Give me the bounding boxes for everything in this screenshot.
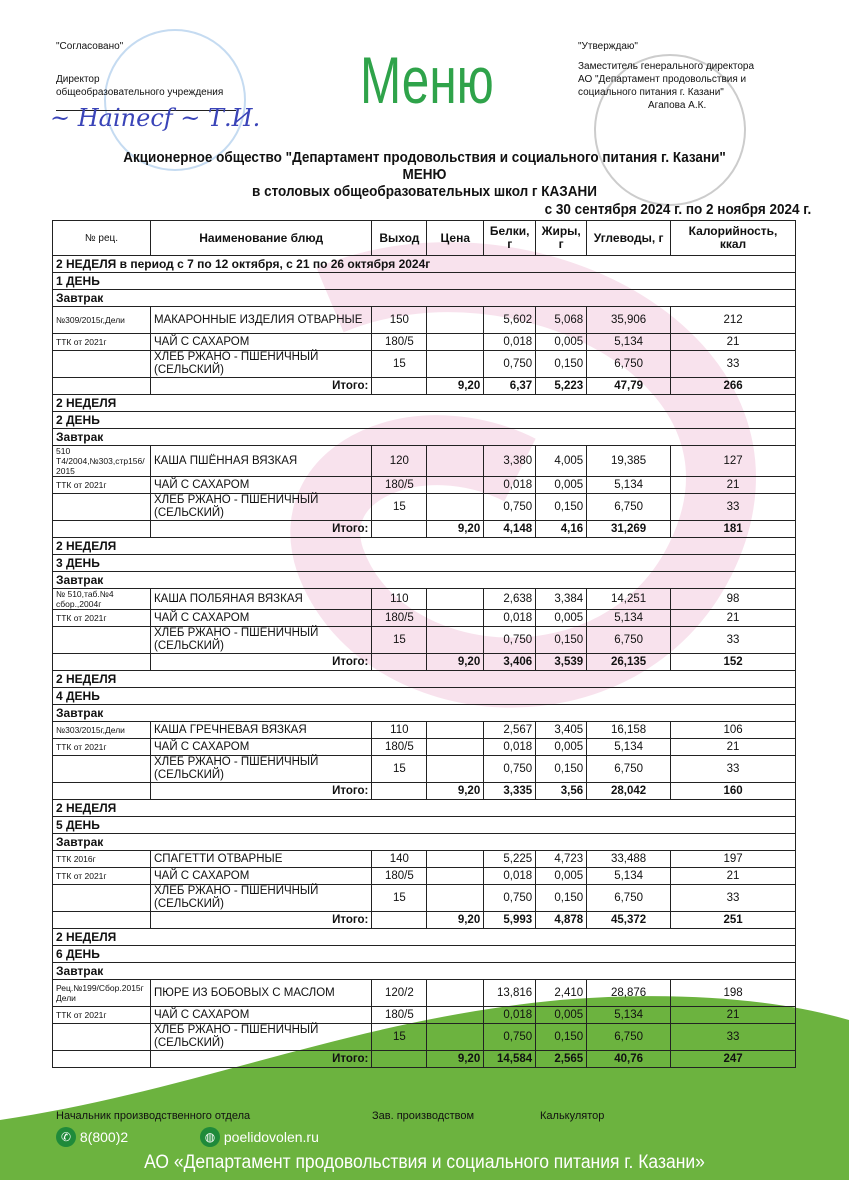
table-row bbox=[53, 334, 796, 351]
empty-cell bbox=[53, 654, 151, 671]
carbs: 5,134 bbox=[587, 739, 671, 756]
calories: 21 bbox=[671, 868, 796, 885]
carbs: 6,750 bbox=[587, 351, 671, 378]
protein: 0,750 bbox=[484, 885, 536, 912]
total-fat: 2,565 bbox=[536, 1051, 587, 1068]
approval-line: социального питания г. Казани" bbox=[578, 87, 724, 98]
output: 15 bbox=[372, 351, 427, 378]
table-row bbox=[53, 307, 796, 334]
col-rec: № рец. bbox=[53, 221, 151, 256]
dish-name: ХЛЕБ РЖАНО - ПШЕНИЧНЫЙ (СЕЛЬСКИЙ) bbox=[150, 351, 371, 378]
output: 180/5 bbox=[372, 477, 427, 494]
empty-cell bbox=[372, 654, 427, 671]
col-fat: Жиры, г bbox=[536, 221, 587, 256]
recipe-no: Рец.№199/Сбор.2015г Дели bbox=[53, 980, 151, 1007]
approval-line: АО "Департамент продовольствия и bbox=[578, 74, 747, 85]
output: 140 bbox=[372, 851, 427, 868]
meal-label: Завтрак bbox=[53, 290, 796, 307]
recipe-no: ТТК от 2021г bbox=[53, 477, 151, 494]
table-row bbox=[53, 980, 796, 1007]
protein: 2,567 bbox=[484, 722, 536, 739]
day-label: 5 ДЕНЬ bbox=[53, 817, 796, 834]
col-output: Выход bbox=[372, 221, 427, 256]
meal-label: Завтрак bbox=[53, 429, 796, 446]
price bbox=[427, 1007, 484, 1024]
fat: 0,005 bbox=[536, 334, 587, 351]
table-row bbox=[53, 885, 796, 912]
protein: 0,750 bbox=[484, 494, 536, 521]
total-protein: 4,148 bbox=[484, 521, 536, 538]
total-label: Итого: bbox=[150, 654, 371, 671]
price bbox=[427, 885, 484, 912]
calories: 33 bbox=[671, 494, 796, 521]
approval-line: Заместитель генерального директора bbox=[578, 61, 755, 72]
price bbox=[427, 627, 484, 654]
calories: 33 bbox=[671, 627, 796, 654]
section-day bbox=[53, 412, 796, 429]
table-row bbox=[53, 722, 796, 739]
dish-name: ЧАЙ С САХАРОМ bbox=[150, 868, 371, 885]
subtitle: в столовых общеобразовательных школ г КАЗАНИ bbox=[252, 183, 597, 200]
fat: 5,068 bbox=[536, 307, 587, 334]
output: 180/5 bbox=[372, 739, 427, 756]
website-link[interactable]: poelidovolen.ru bbox=[223, 1129, 319, 1145]
calories: 98 bbox=[671, 589, 796, 610]
fat: 0,150 bbox=[536, 627, 587, 654]
protein: 0,018 bbox=[484, 477, 536, 494]
calories: 21 bbox=[671, 1007, 796, 1024]
section-day bbox=[53, 688, 796, 705]
fat: 0,150 bbox=[536, 756, 587, 783]
carbs: 6,750 bbox=[587, 494, 671, 521]
protein: 0,750 bbox=[484, 1024, 536, 1051]
table-row bbox=[53, 610, 796, 627]
approval-right bbox=[578, 40, 754, 112]
fat: 2,410 bbox=[536, 980, 587, 1007]
table-row bbox=[53, 494, 796, 521]
table-row bbox=[53, 1024, 796, 1051]
output: 120 bbox=[372, 446, 427, 477]
calories: 197 bbox=[671, 851, 796, 868]
fat: 0,005 bbox=[536, 739, 587, 756]
dish-name: ЧАЙ С САХАРОМ bbox=[150, 334, 371, 351]
week-label: 2 НЕДЕЛЯ bbox=[53, 929, 796, 946]
price bbox=[427, 446, 484, 477]
approver-name: Агапова А.К. bbox=[648, 100, 707, 111]
total-row bbox=[53, 912, 796, 929]
fat: 0,150 bbox=[536, 494, 587, 521]
dish-name: ХЛЕБ РЖАНО - ПШЕНИЧНЫЙ (СЕЛЬСКИЙ) bbox=[150, 885, 371, 912]
table-row bbox=[53, 477, 796, 494]
total-fat: 5,223 bbox=[536, 378, 587, 395]
total-carbs: 47,79 bbox=[587, 378, 671, 395]
price bbox=[427, 351, 484, 378]
price bbox=[427, 589, 484, 610]
week-label: 2 НЕДЕЛЯ в период с 7 по 12 октября, с 21 по 26 октября 2024г bbox=[53, 256, 796, 273]
recipe-no: ТТК 2016г bbox=[53, 851, 151, 868]
table-row bbox=[53, 589, 796, 610]
protein: 0,018 bbox=[484, 1007, 536, 1024]
price bbox=[427, 494, 484, 521]
week-label: 2 НЕДЕЛЯ bbox=[53, 538, 796, 555]
dish-name: ЧАЙ С САХАРОМ bbox=[150, 477, 371, 494]
calories: 21 bbox=[671, 739, 796, 756]
handwritten-signature: ~ Hainecf ~ Т.И. bbox=[50, 104, 261, 132]
day-label: 6 ДЕНЬ bbox=[53, 946, 796, 963]
total-row bbox=[53, 783, 796, 800]
total-calories: 152 bbox=[671, 654, 796, 671]
price bbox=[427, 980, 484, 1007]
org-title: Акционерное общество "Департамент продовольствия и социального питания г. Казани" bbox=[123, 149, 726, 166]
price bbox=[427, 756, 484, 783]
protein: 13,816 bbox=[484, 980, 536, 1007]
calories: 21 bbox=[671, 477, 796, 494]
total-fat: 4,16 bbox=[536, 521, 587, 538]
protein: 0,750 bbox=[484, 756, 536, 783]
total-row bbox=[53, 654, 796, 671]
table-row bbox=[53, 739, 796, 756]
output: 15 bbox=[372, 627, 427, 654]
calories: 127 bbox=[671, 446, 796, 477]
carbs: 6,750 bbox=[587, 756, 671, 783]
dish-name: ЧАЙ С САХАРОМ bbox=[150, 739, 371, 756]
site-contact bbox=[200, 1127, 319, 1147]
section-meal bbox=[53, 290, 796, 307]
approval-label: "Согласовано" bbox=[56, 41, 124, 52]
protein: 0,018 bbox=[484, 739, 536, 756]
output: 110 bbox=[372, 722, 427, 739]
section-meal bbox=[53, 429, 796, 446]
total-row bbox=[53, 1051, 796, 1068]
table-row bbox=[53, 868, 796, 885]
table-row bbox=[53, 627, 796, 654]
week-label: 2 НЕДЕЛЯ bbox=[53, 671, 796, 688]
section-week bbox=[53, 538, 796, 555]
total-fat: 3,56 bbox=[536, 783, 587, 800]
total-calories: 247 bbox=[671, 1051, 796, 1068]
recipe-no: ТТК от 2021г bbox=[53, 334, 151, 351]
empty-cell bbox=[372, 1051, 427, 1068]
price bbox=[427, 739, 484, 756]
empty-cell bbox=[372, 378, 427, 395]
total-carbs: 28,042 bbox=[587, 783, 671, 800]
col-protein: Белки, г bbox=[484, 221, 536, 256]
fat: 4,723 bbox=[536, 851, 587, 868]
period: с 30 сентября 2024 г. по 2 ноября 2024 г. bbox=[544, 201, 811, 218]
price bbox=[427, 1024, 484, 1051]
globe-icon: ◍ bbox=[200, 1127, 220, 1147]
dish-name: КАША ПОЛБЯНАЯ ВЯЗКАЯ bbox=[150, 589, 371, 610]
section-week bbox=[53, 671, 796, 688]
total-carbs: 31,269 bbox=[587, 521, 671, 538]
output: 15 bbox=[372, 1024, 427, 1051]
section-meal bbox=[53, 705, 796, 722]
calories: 33 bbox=[671, 885, 796, 912]
total-label: Итого: bbox=[150, 1051, 371, 1068]
dish-name: ХЛЕБ РЖАНО - ПШЕНИЧНЫЙ (СЕЛЬСКИЙ) bbox=[150, 627, 371, 654]
day-label: 1 ДЕНЬ bbox=[53, 273, 796, 290]
output: 110 bbox=[372, 589, 427, 610]
footer-org: АО «Департамент продовольствия и социального питания г. Казани» bbox=[144, 1152, 705, 1173]
day-label: 3 ДЕНЬ bbox=[53, 555, 796, 572]
total-carbs: 40,76 bbox=[587, 1051, 671, 1068]
col-price: Цена bbox=[427, 221, 484, 256]
phone-icon: ✆ bbox=[56, 1127, 76, 1147]
recipe-no: ТТК от 2021г bbox=[53, 868, 151, 885]
total-label: Итого: bbox=[150, 912, 371, 929]
approval-label: "Утверждаю" bbox=[578, 41, 638, 52]
output: 180/5 bbox=[372, 610, 427, 627]
recipe-no: ТТК от 2021г bbox=[53, 610, 151, 627]
protein: 0,018 bbox=[484, 868, 536, 885]
output: 150 bbox=[372, 307, 427, 334]
recipe-no bbox=[53, 351, 151, 378]
week-label: 2 НЕДЕЛЯ bbox=[53, 395, 796, 412]
recipe-no: №309/2015г,Дели bbox=[53, 307, 151, 334]
col-calories: Калорийность, ккал bbox=[671, 221, 796, 256]
menu-title: МЕНЮ bbox=[402, 166, 447, 183]
empty-cell bbox=[372, 783, 427, 800]
price bbox=[427, 307, 484, 334]
protein: 0,750 bbox=[484, 627, 536, 654]
dish-name: ЧАЙ С САХАРОМ bbox=[150, 1007, 371, 1024]
output: 120/2 bbox=[372, 980, 427, 1007]
recipe-no: ТТК от 2021г bbox=[53, 1007, 151, 1024]
carbs: 35,906 bbox=[587, 307, 671, 334]
carbs: 5,134 bbox=[587, 868, 671, 885]
section-day bbox=[53, 817, 796, 834]
total-protein: 6,37 bbox=[484, 378, 536, 395]
meal-label: Завтрак bbox=[53, 963, 796, 980]
protein: 2,638 bbox=[484, 589, 536, 610]
carbs: 5,134 bbox=[587, 334, 671, 351]
section-week bbox=[53, 256, 796, 273]
carbs: 6,750 bbox=[587, 1024, 671, 1051]
week-label: 2 НЕДЕЛЯ bbox=[53, 800, 796, 817]
total-protein: 14,584 bbox=[484, 1051, 536, 1068]
calories: 33 bbox=[671, 1024, 796, 1051]
protein: 5,225 bbox=[484, 851, 536, 868]
fat: 0,005 bbox=[536, 868, 587, 885]
price bbox=[427, 610, 484, 627]
recipe-no: № 510,таб.№4 сбор.,2004г bbox=[53, 589, 151, 610]
empty-cell bbox=[372, 912, 427, 929]
section-day bbox=[53, 273, 796, 290]
output: 180/5 bbox=[372, 1007, 427, 1024]
fat: 3,384 bbox=[536, 589, 587, 610]
signature-calc: Калькулятор bbox=[540, 1110, 605, 1122]
protein: 0,750 bbox=[484, 351, 536, 378]
phone-contact bbox=[56, 1127, 128, 1147]
total-price: 9,20 bbox=[427, 912, 484, 929]
total-calories: 160 bbox=[671, 783, 796, 800]
col-name: Наименование блюд bbox=[150, 221, 371, 256]
calories: 106 bbox=[671, 722, 796, 739]
price bbox=[427, 851, 484, 868]
carbs: 5,134 bbox=[587, 610, 671, 627]
dish-name: ХЛЕБ РЖАНО - ПШЕНИЧНЫЙ (СЕЛЬСКИЙ) bbox=[150, 756, 371, 783]
recipe-no bbox=[53, 885, 151, 912]
output: 180/5 bbox=[372, 868, 427, 885]
calories: 33 bbox=[671, 351, 796, 378]
carbs: 33,488 bbox=[587, 851, 671, 868]
total-price: 9,20 bbox=[427, 783, 484, 800]
carbs: 5,134 bbox=[587, 1007, 671, 1024]
dish-name: МАКАРОННЫЕ ИЗДЕЛИЯ ОТВАРНЫЕ bbox=[150, 307, 371, 334]
protein: 3,380 bbox=[484, 446, 536, 477]
fat: 0,005 bbox=[536, 477, 587, 494]
output: 180/5 bbox=[372, 334, 427, 351]
total-calories: 251 bbox=[671, 912, 796, 929]
table-row bbox=[53, 851, 796, 868]
protein: 5,602 bbox=[484, 307, 536, 334]
output: 15 bbox=[372, 885, 427, 912]
fat: 0,150 bbox=[536, 1024, 587, 1051]
calories: 198 bbox=[671, 980, 796, 1007]
fat: 3,405 bbox=[536, 722, 587, 739]
empty-cell bbox=[53, 378, 151, 395]
recipe-no bbox=[53, 1024, 151, 1051]
phone-number[interactable]: 8(800)2 bbox=[79, 1129, 129, 1145]
carbs: 28,876 bbox=[587, 980, 671, 1007]
price bbox=[427, 722, 484, 739]
empty-cell bbox=[53, 783, 151, 800]
fat: 0,150 bbox=[536, 351, 587, 378]
fat: 4,005 bbox=[536, 446, 587, 477]
section-day bbox=[53, 946, 796, 963]
meal-label: Завтрак bbox=[53, 705, 796, 722]
fat: 0,150 bbox=[536, 885, 587, 912]
fat: 0,005 bbox=[536, 610, 587, 627]
signature-production: Зав. производством bbox=[372, 1110, 475, 1122]
total-fat: 3,539 bbox=[536, 654, 587, 671]
col-carbs: Углеводы, г bbox=[587, 221, 671, 256]
calories: 33 bbox=[671, 756, 796, 783]
output: 15 bbox=[372, 494, 427, 521]
carbs: 16,158 bbox=[587, 722, 671, 739]
meal-label: Завтрак bbox=[53, 834, 796, 851]
total-fat: 4,878 bbox=[536, 912, 587, 929]
total-label: Итого: bbox=[150, 521, 371, 538]
empty-cell bbox=[53, 912, 151, 929]
dish-name: КАША ГРЕЧНЕВАЯ ВЯЗКАЯ bbox=[150, 722, 371, 739]
fat: 0,005 bbox=[536, 1007, 587, 1024]
dish-name: ХЛЕБ РЖАНО - ПШЕНИЧНЫЙ (СЕЛЬСКИЙ) bbox=[150, 494, 371, 521]
carbs: 6,750 bbox=[587, 627, 671, 654]
carbs: 6,750 bbox=[587, 885, 671, 912]
table-row bbox=[53, 351, 796, 378]
dish-name: ЧАЙ С САХАРОМ bbox=[150, 610, 371, 627]
table-row bbox=[53, 756, 796, 783]
section-meal bbox=[53, 834, 796, 851]
total-price: 9,20 bbox=[427, 654, 484, 671]
total-label: Итого: bbox=[150, 378, 371, 395]
empty-cell bbox=[53, 521, 151, 538]
recipe-no bbox=[53, 756, 151, 783]
approval-role: Директор bbox=[56, 74, 100, 85]
approval-role-2: общеобразовательного учреждения bbox=[56, 87, 224, 98]
recipe-no: №303/2015г,Дели bbox=[53, 722, 151, 739]
section-week bbox=[53, 800, 796, 817]
calories: 212 bbox=[671, 307, 796, 334]
table-row bbox=[53, 1007, 796, 1024]
total-carbs: 26,135 bbox=[587, 654, 671, 671]
section-day bbox=[53, 555, 796, 572]
total-row bbox=[53, 521, 796, 538]
section-meal bbox=[53, 963, 796, 980]
total-row bbox=[53, 378, 796, 395]
total-price: 9,20 bbox=[427, 378, 484, 395]
calories: 21 bbox=[671, 334, 796, 351]
signature-head: Начальник производственного отдела bbox=[56, 1110, 251, 1122]
recipe-no bbox=[53, 627, 151, 654]
protein: 0,018 bbox=[484, 610, 536, 627]
day-label: 4 ДЕНЬ bbox=[53, 688, 796, 705]
total-calories: 266 bbox=[671, 378, 796, 395]
total-protein: 3,406 bbox=[484, 654, 536, 671]
menu-table bbox=[52, 220, 796, 1068]
price bbox=[427, 868, 484, 885]
empty-cell bbox=[53, 1051, 151, 1068]
output: 15 bbox=[372, 756, 427, 783]
total-price: 9,20 bbox=[427, 521, 484, 538]
dish-name: КАША ПШЁННАЯ ВЯЗКАЯ bbox=[150, 446, 371, 477]
dish-name: СПАГЕТТИ ОТВАРНЫЕ bbox=[150, 851, 371, 868]
dish-name: ХЛЕБ РЖАНО - ПШЕНИЧНЫЙ (СЕЛЬСКИЙ) bbox=[150, 1024, 371, 1051]
total-label: Итого: bbox=[150, 783, 371, 800]
total-price: 9,20 bbox=[427, 1051, 484, 1068]
section-week bbox=[53, 395, 796, 412]
carbs: 5,134 bbox=[587, 477, 671, 494]
day-label: 2 ДЕНЬ bbox=[53, 412, 796, 429]
section-meal bbox=[53, 572, 796, 589]
calories: 21 bbox=[671, 610, 796, 627]
empty-cell bbox=[372, 521, 427, 538]
carbs: 19,385 bbox=[587, 446, 671, 477]
total-protein: 5,993 bbox=[484, 912, 536, 929]
table-row bbox=[53, 446, 796, 477]
recipe-no: ТТК от 2021г bbox=[53, 739, 151, 756]
section-week bbox=[53, 929, 796, 946]
total-protein: 3,335 bbox=[484, 783, 536, 800]
recipe-no bbox=[53, 494, 151, 521]
approval-left bbox=[56, 40, 223, 99]
recipe-no: 510 Т4/2004,№303,стр156/ 2015 bbox=[53, 446, 151, 477]
table-header bbox=[53, 221, 796, 256]
price bbox=[427, 334, 484, 351]
protein: 0,018 bbox=[484, 334, 536, 351]
price bbox=[427, 477, 484, 494]
total-calories: 181 bbox=[671, 521, 796, 538]
total-carbs: 45,372 bbox=[587, 912, 671, 929]
carbs: 14,251 bbox=[587, 589, 671, 610]
dish-name: ПЮРЕ ИЗ БОБОВЫХ С МАСЛОМ bbox=[150, 980, 371, 1007]
menu-logo: Меню bbox=[360, 43, 494, 117]
meal-label: Завтрак bbox=[53, 572, 796, 589]
